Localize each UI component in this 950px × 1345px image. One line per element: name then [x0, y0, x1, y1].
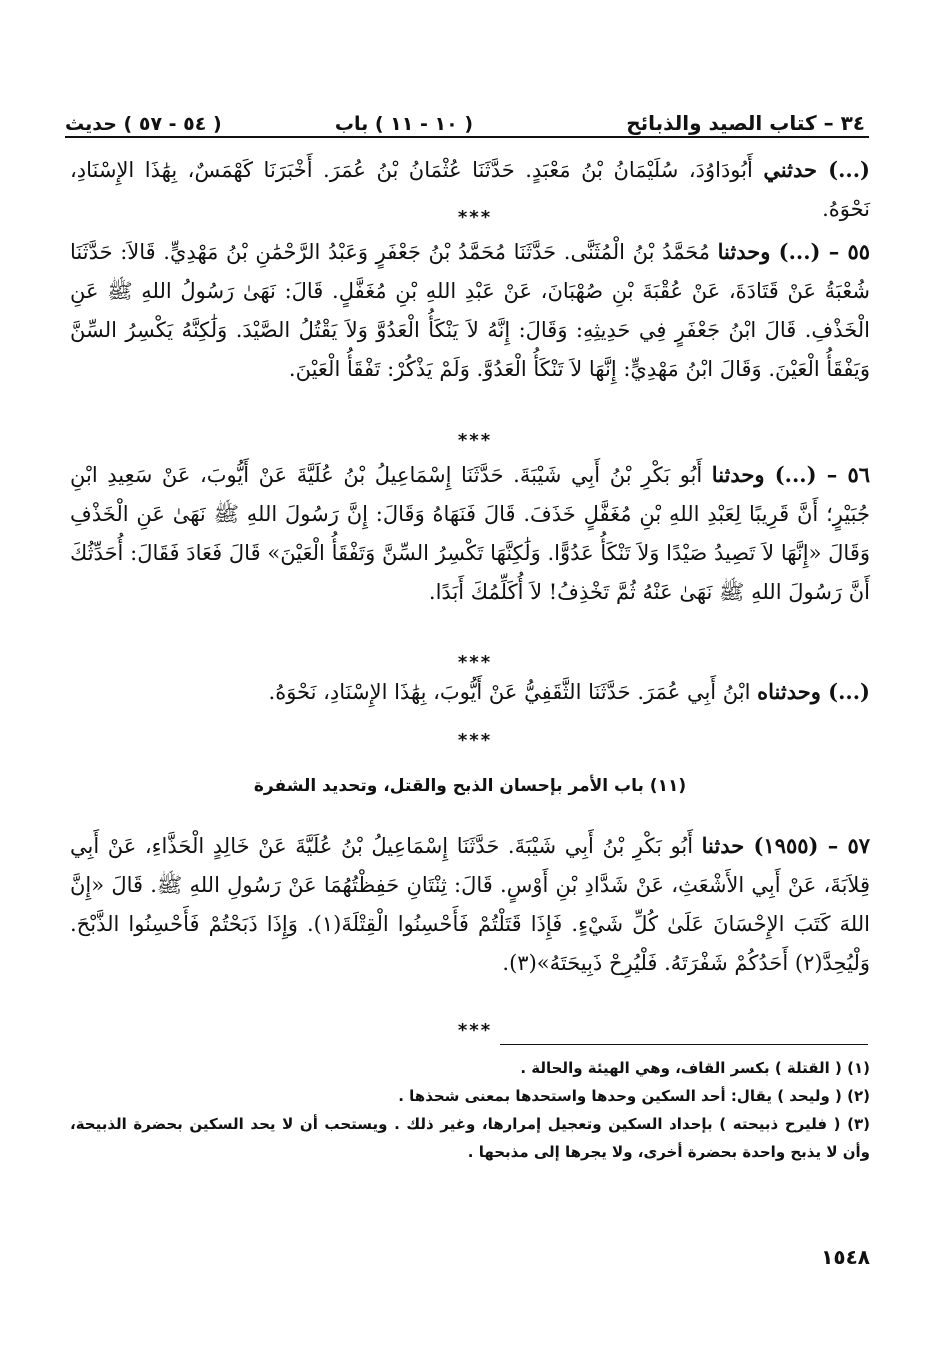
footnote-divider: [500, 1044, 868, 1045]
footnote: (٢) ( وليحد ) يقال: أحد السكين وحدها واستحدها بمعنى شحذها .: [398, 1087, 870, 1105]
page-header: [65, 95, 865, 135]
hadith-paragraph: [70, 672, 870, 712]
hadith-paragraph: [70, 455, 870, 612]
page-number: ١٥٤٨: [821, 1245, 870, 1269]
narration-lead: ٥٥ – (...) وحدثنا: [717, 239, 871, 264]
section-separator: ***: [457, 652, 493, 673]
narration-lead: ٥٧ – (١٩٥٥) حدثنا: [701, 833, 871, 858]
footnote: (٣) ( فليرح ذبيحته ) بإحداد السكين وتعجيل إمرارها، وغير ذلك . ويستحب أن لا يحد السكين بحضرة الذبيحة، وأن لا يذبح واحدة بحضرة أخرى، ولا يجرها إلى مذبحها .: [70, 1115, 870, 1161]
chapter-range: ( ١٠ - ١١ ) باب: [334, 113, 474, 135]
narration-lead: ٥٦ – (...) وحدثنا: [711, 462, 870, 487]
narration-text: ابْنُ أَبِي عُمَرَ. حَدَّثَنَا الثَّقَفِيُّ عَنْ أَيُّوبَ، بِهَٰذَا الإِسْنَادِ، نَحْوَهُ.: [268, 680, 758, 704]
narration-lead: (...) وحدثناه: [757, 679, 870, 704]
narration-text: مُحَمَّدُ بْنُ الْمُثَنَّى. حَدَّثَنَا مُحَمَّدُ بْنُ جَعْفَرٍ وَعَبْدُ الرَّحْمَٰنِ بْنُ مَهْدِيٍّ. قَالاَ: حَدَّثَنَا شُعْبَةُ عَنْ قَتَادَةَ، عَنْ عُقْبَةَ بْنِ صُهْبَانَ، عَنْ عَبْدِ اللهِ بْنِ مُغَفَّلٍ. قَالَ: نَهَىٰ رَسُولُ اللهِ ﷺ عَنِ الْخَذْفِ. قَالَ ابْنُ جَعْفَرٍ فِي حَدِيثِهِ: وَقَالَ: إِنَّهُ لاَ يَنْكَأُ الْعَدُوَّ وَلاَ يَقْتُلُ الصَّيْدَ. وَلَٰكِنَّهُ يَكْسِرُ السِّنَّ وَيَفْقَأُ الْعَيْنَ. وَقَالَ ابْنُ مَهْدِيٍّ: إِنَّهَا لاَ تَنْكَأُ الْعَدُوَّ. وَلَمْ يَذْكُرْ: تَفْقَأُ الْعَيْنَ.: [70, 240, 870, 381]
section-separator: ***: [457, 1020, 493, 1041]
section-separator: ***: [457, 207, 493, 228]
narration-text: أَبُو بَكْرِ بْنُ أَبِي شَيْبَةَ. حَدَّثَنَا إِسْمَاعِيلُ بْنُ عُلَيَّةَ عَنْ خَالِدٍ الْحَذَّاءِ، عَنْ أَبِي قِلاَبَةَ، عَنْ أَبِي الأَشْعَثِ، عَنْ شَدَّادِ بْنِ أَوْسٍ. قَالَ: ثِنْتَانِ حَفِظْتُهُمَا عَنْ رَسُولِ اللهِ ﷺ. قَالَ «إِنَّ اللهَ كَتَبَ الإِحْسَانَ عَلَىٰ كُلِّ شَيْءٍ. فَإِذَا قَتَلْتُمْ فَأَحْسِنُوا الْقِتْلَةَ(١). وَإِذَا ذَبَحْتُمْ فَأَحْسِنُوا الذَّبْحَ. وَلْيُحِدَّ(٢) أَحَدُكُمْ شَفْرَتَهُ. فَلْيُرِحْ ذَبِيحَتَهُ»(٣).: [70, 834, 870, 975]
section-separator: ***: [457, 430, 493, 451]
narration-text: أَبُو بَكْرِ بْنُ أَبِي شَيْبَةَ. حَدَّثَنَا إِسْمَاعِيلُ بْنُ عُلَيَّةَ عَنْ أَيُّوبَ، عَنْ سَعِيدِ ابْنِ جُبَيْرٍ؛ أَنَّ قَرِيبًا لِعَبْدِ اللهِ بْنِ مُغَفَّلٍ خَذَفَ. قَالَ فَنَهَاهُ وَقَالَ: إِنَّ رَسُولَ اللهِ ﷺ نَهَىٰ عَنِ الْخَذْفِ وَقَالَ «إِنَّهَا لاَ تَصِيدُ صَيْدًا وَلاَ تَنْكَأُ عَدُوًّا. وَلَٰكِنَّهَا تَكْسِرُ السِّنَّ وَتَفْقَأُ الْعَيْنَ» قَالَ فَعَادَ فَقَالَ: أُحَدِّثُكَ أَنَّ رَسُولَ اللهِ ﷺ نَهَىٰ عَنْهُ ثُمَّ تَخْذِفُ! لاَ أُكَلِّمُكَ أَبَدًا.: [70, 463, 870, 604]
narration-lead: (...) حدثني: [763, 157, 870, 182]
hadith-range: ( ٥٤ - ٥٧ ) حديث: [65, 113, 222, 135]
footnote: (١) ( القتلة ) بكسر القاف، وهي الهيئة والحالة .: [520, 1059, 870, 1077]
narration-text: أَبُودَاوُدَ، سُلَيْمَانُ بْنُ مَعْبَدٍ. حَدَّثَنَا عُثْمَانُ بْنُ عُمَرَ. أَخْبَرَنَا كَهْمَسٌ، بِهَٰذَا الإِسْنَادِ، نَحْوَهُ.: [70, 158, 870, 221]
chapter-heading: (١١) باب الأمر بإحسان الذبح والقتل، وتحديد الشفرة: [253, 776, 687, 796]
hadith-paragraph: [70, 826, 870, 983]
section-separator: ***: [457, 730, 493, 751]
header-divider: [65, 136, 869, 138]
book-title: ٣٤ – كتاب الصيد والذبائح: [626, 111, 865, 135]
hadith-paragraph: [70, 232, 870, 389]
footnotes: [70, 1054, 870, 1166]
